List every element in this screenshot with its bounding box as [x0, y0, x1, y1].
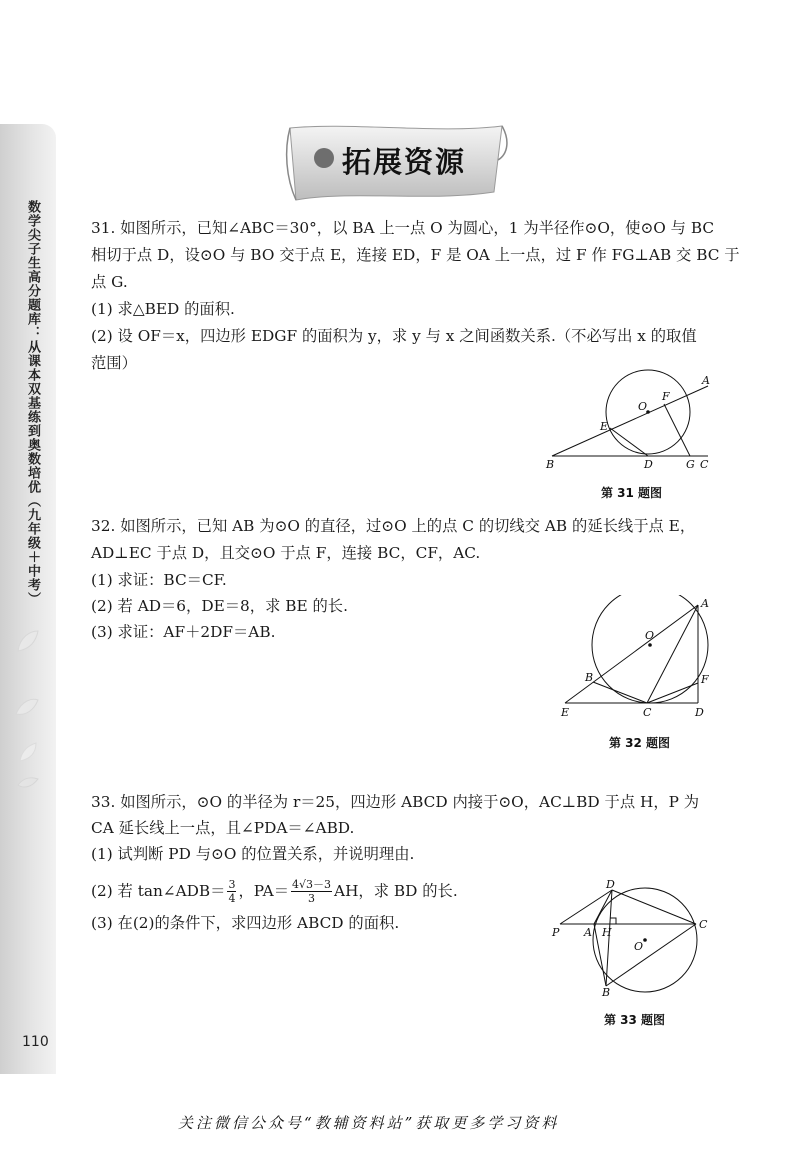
- q2-prefix: (2) 若 tan∠ADB＝: [91, 882, 226, 900]
- fig31-label-e: E: [600, 420, 609, 433]
- problem-33-q2: [91, 878, 458, 905]
- fig33-center-o: [643, 938, 647, 942]
- problem-33-q3: (3) 在(2)的条件下，求四边形 ABCD 的面积.: [91, 914, 400, 932]
- fig33-label-p: P: [552, 926, 560, 939]
- fig32-label-e: E: [561, 706, 570, 719]
- problem-32-q2: (2) 若 AD＝6，DE＝8，求 BE 的长.: [91, 597, 348, 615]
- fig31-label-b: B: [546, 458, 555, 471]
- fig33-segment-dc: [612, 890, 696, 924]
- decorative-leaf-icon: [10, 625, 44, 659]
- fig32-label-o: O: [645, 629, 655, 642]
- fig33-right-angle-mark: [610, 918, 616, 924]
- q2-mid: ，PA＝: [238, 882, 290, 900]
- fig32-segment-ac: [647, 605, 698, 703]
- fig32-center-o: [648, 643, 652, 647]
- figure-32-caption: 第 32 题图: [609, 736, 671, 750]
- section-title: 拓展资源: [342, 145, 467, 179]
- decorative-leaf-icon: [10, 690, 44, 724]
- problem-33-line-2: CA 延长线上一点，且∠PDA＝∠ABD.: [91, 819, 355, 837]
- fig33-label-a: A: [584, 926, 592, 939]
- problem-31-line-1: 31. 如图所示，已知∠ABC＝30°，以 BA 上一点 O 为圆心，1 为半径作⊙O，使⊙O 与 BC: [91, 219, 715, 237]
- q2-fraction-tan: [227, 878, 236, 905]
- figure-32: [555, 595, 720, 725]
- q2-suffix: AH，求 BD 的长.: [334, 882, 458, 900]
- problem-32-q3: (3) 求证：AF＋2DF＝AB.: [91, 623, 276, 641]
- problem-31-line-3: 点 G.: [91, 273, 128, 291]
- q2-frac1-den: 4: [228, 892, 236, 905]
- problem-33-line-1: 33. 如图所示，⊙O 的半径为 r＝25，四边形 ABCD 内接于⊙O，AC⊥BD 于点 H，P 为: [91, 793, 700, 811]
- side-tab-text: 数学尖子生高分题库：从课本双基练到奥数培优（九年级＋中考）: [25, 200, 40, 606]
- fig31-label-f: F: [662, 390, 670, 403]
- problem-31-q1: (1) 求△BED 的面积.: [91, 300, 235, 318]
- fig32-label-f: F: [701, 673, 709, 686]
- fig33-label-c: C: [699, 918, 708, 931]
- fig31-segment-ed: [610, 428, 648, 456]
- footer-note: 关注微信公众号“教辅资料站”获取更多学习资料: [178, 1114, 560, 1132]
- q2-fraction-pa: [291, 878, 332, 905]
- figure-31-caption: 第 31 题图: [601, 486, 663, 500]
- fig33-label-h: H: [602, 926, 612, 939]
- fig31-label-a: A: [702, 374, 710, 387]
- figure-31: [540, 364, 720, 479]
- problem-32-q1: (1) 求证：BC＝CF.: [91, 571, 227, 589]
- problem-32-line-1: 32. 如图所示，已知 AB 为⊙O 的直径，过⊙O 上的点 C 的切线交 AB 的延长线于点 E，: [91, 517, 696, 535]
- figure-33: [550, 878, 715, 998]
- problem-31-q2-cont: 范围）: [91, 354, 137, 372]
- fig32-label-b: B: [585, 671, 594, 684]
- fig32-circle: [592, 595, 708, 703]
- fig32-label-c: C: [643, 706, 652, 719]
- q2-frac2-den: 3: [308, 892, 316, 905]
- fig32-segment-bc: [593, 682, 647, 703]
- figure-33-caption: 第 33 题图: [604, 1013, 666, 1027]
- fig31-label-c: C: [700, 458, 709, 471]
- page-number: 110: [22, 1034, 49, 1050]
- decorative-leaf-icon: [10, 735, 44, 769]
- decorative-leaf-icon: [10, 765, 44, 799]
- fig32-segment-cf: [647, 683, 698, 703]
- fig33-label-d: D: [606, 878, 615, 891]
- fig32-label-d: D: [695, 706, 704, 719]
- fig32-label-a: A: [701, 597, 709, 610]
- problem-31-line-2: 相切于点 D，设⊙O 与 BO 交于点 E，连接 ED，F 是 OA 上一点，过 F 作 FG⊥AB 交 BC 于: [91, 246, 740, 264]
- q2-frac1-num: 3: [228, 878, 236, 891]
- q2-frac2-num: 4√3－3: [292, 878, 332, 891]
- fig31-label-d: D: [644, 458, 653, 471]
- fig33-label-o: O: [634, 940, 644, 953]
- fig31-label-g: G: [686, 458, 695, 471]
- fig33-label-b: B: [602, 986, 611, 998]
- problem-31-q2: (2) 设 OF＝x，四边形 EDGF 的面积为 y，求 y 与 x 之间函数关系.（不必写出 x 的取值: [91, 327, 697, 345]
- fig31-label-o: O: [638, 400, 648, 413]
- problem-33-q1: (1) 试判断 PD 与⊙O 的位置关系，并说明理由.: [91, 845, 415, 863]
- problem-32-line-2: AD⊥EC 于点 D，且交⊙O 于点 F，连接 BC，CF，AC.: [91, 544, 481, 562]
- fig33-segment-da: [594, 890, 612, 924]
- fig32-line-ea: [565, 605, 698, 703]
